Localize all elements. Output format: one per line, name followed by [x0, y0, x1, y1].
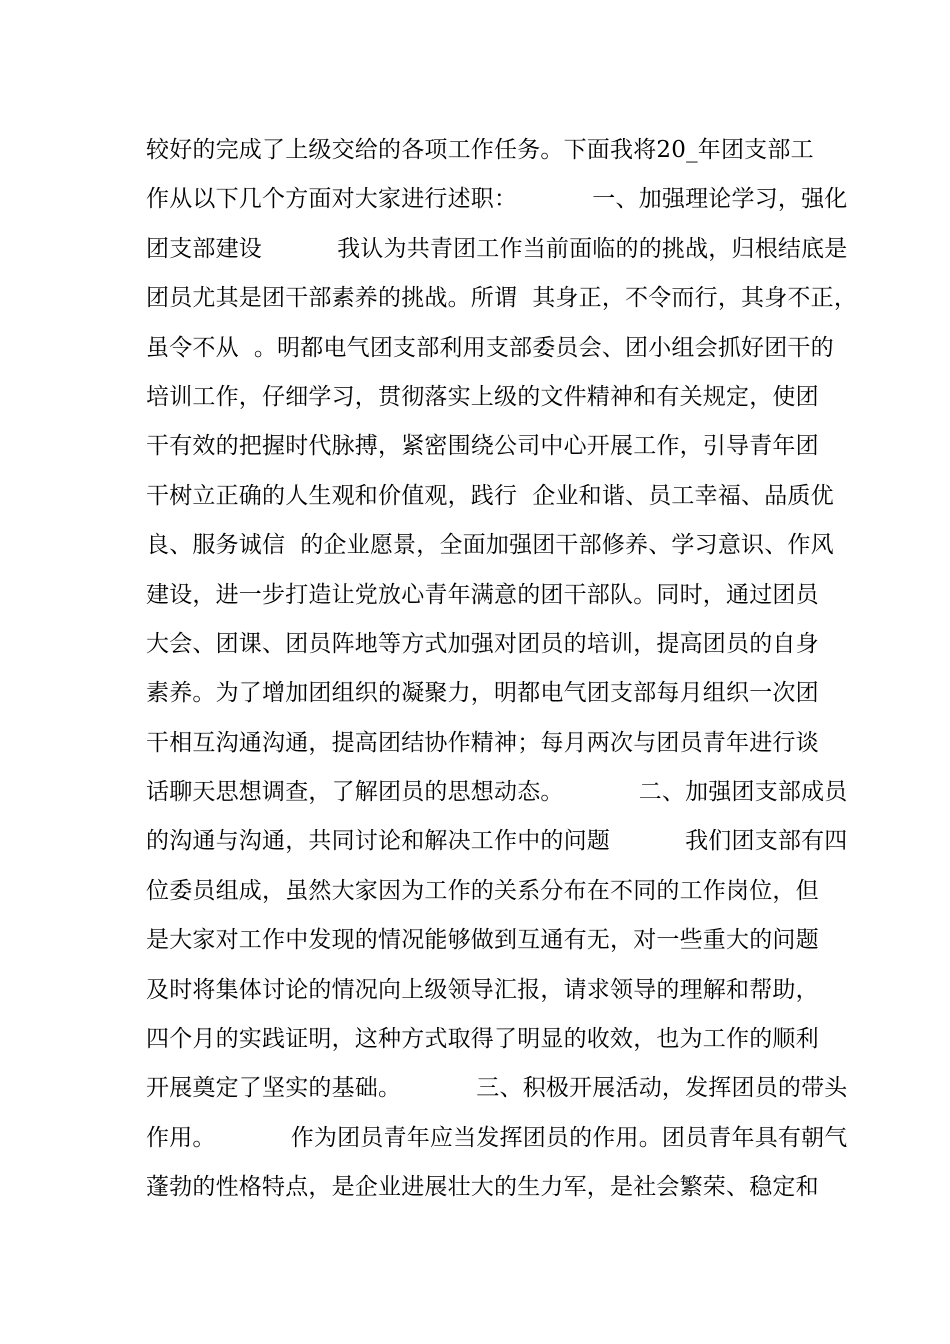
text-line: 及时将集体讨论的情况向上级领导汇报，请求领导的理解和帮助， [146, 976, 819, 1003]
text-line: 培训工作，仔细学习，贯彻落实上级的文件精神和有关规定，使团 [146, 383, 819, 410]
text-line: 团员尤其是团干部素养的挑战。所谓 其身正，不令而行，其身不正， [146, 285, 858, 312]
text-line: 干相互沟通沟通，提高团结协作精神；每月两次与团员青年进行谈 [146, 729, 819, 756]
text-line: 的沟通与沟通，共同讨论和解决工作中的问题 我们团支部有四 [146, 828, 848, 855]
text-line: 话聊天思想调查，了解团员的思想动态。 二、加强团支部成员 [146, 779, 848, 806]
text-line: 干树立正确的人生观和价值观，践行 企业和谐、员工幸福、品质优 [146, 482, 834, 509]
text-line: 虽令不从 。明都电气团支部利用支部委员会、团小组会抓好团干的 [146, 334, 834, 361]
text-line: 蓬勃的性格特点，是企业进展壮大的生力军，是社会繁荣、稳定和 [146, 1174, 819, 1201]
text-line: 位委员组成，虽然大家因为工作的关系分布在不同的工作岗位，但 [146, 877, 819, 904]
text-line: 四个月的实践证明，这种方式取得了明显的收效，也为工作的顺利 [146, 1026, 819, 1053]
text-line: 团支部建设 我认为共青团工作当前面临的的挑战，归根结底是 [146, 235, 848, 262]
body-text [146, 126, 858, 1213]
text-line: 大会、团课、团员阵地等方式加强对团员的培训，提高团员的自身 [146, 630, 819, 657]
text-line: 较好的完成了上级交给的各项工作任务。下面我将20_年团支部工 [146, 137, 814, 163]
text-line: 作用。 作为团员青年应当发挥团员的作用。团员青年具有朝气 [146, 1124, 848, 1151]
text-line: 是大家对工作中发现的情况能够做到互通有无，对一些重大的问题 [146, 927, 819, 954]
text-line: 开展奠定了坚实的基础。 三、积极开展活动，发挥团员的带头 [146, 1075, 848, 1102]
text-line: 干有效的把握时代脉搏，紧密围绕公司中心开展工作，引导青年团 [146, 433, 819, 460]
text-line: 建设，进一步打造让党放心青年满意的团干部队。同时，通过团员 [146, 581, 819, 608]
text-line: 素养。为了增加团组织的凝聚力，明都电气团支部每月组织一次团 [146, 680, 819, 707]
text-line: 作从以下几个方面对大家进行述职： 一、加强理论学习，强化 [146, 186, 848, 213]
text-line: 良、服务诚信 的企业愿景，全面加强团干部修养、学习意识、作风 [146, 532, 834, 559]
